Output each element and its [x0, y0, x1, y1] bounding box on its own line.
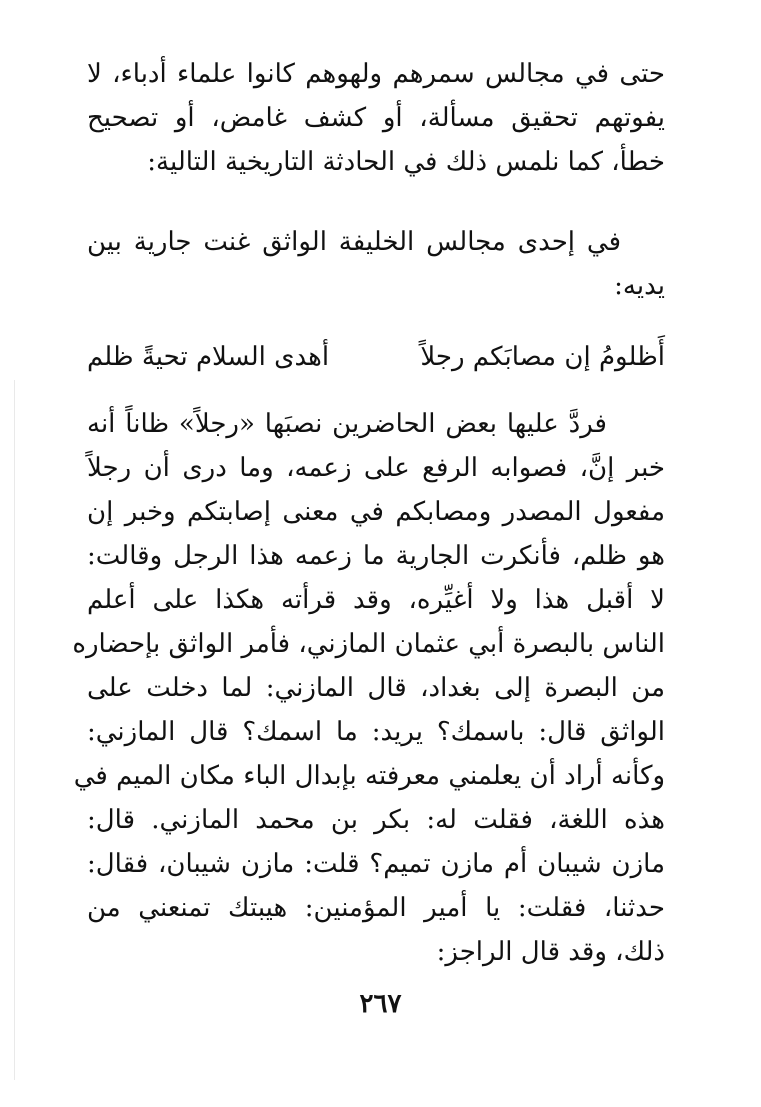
- text-line: لا أقبل هذا ولا أغيِّره، وقد قرأته هكذا على أعلم: [87, 585, 665, 615]
- text-line: يديه:: [614, 271, 665, 301]
- verse-first-hemistich: أَظلومُ إن مصابَكم رجلاً: [420, 342, 665, 372]
- text-line: يفوتهم تحقيق مسألة، أو كشف غامض، أو تصحيح: [87, 103, 665, 133]
- text-line: ذلك، وقد قال الراجز:: [436, 937, 665, 967]
- paragraph-2: [87, 220, 665, 308]
- text-line: هو ظلم، فأنكرت الجارية ما زعمه هذا الرجل وقالت:: [87, 541, 665, 571]
- paragraph-3: [72, 402, 665, 974]
- text-line: وكأنه أراد أن يعلمني معرفته بإبدال الباء مكان الميم في: [73, 761, 665, 791]
- text-line: مازن شيبان أم مازن تميم؟ قلت: مازن شيبان، فقال:: [87, 849, 665, 879]
- text-line: مفعول المصدر ومصابكم في معنى إصابتكم وخبر إن: [87, 497, 665, 527]
- text-line: هذه اللغة، فقلت له: بكر بن محمد المازني. قال:: [87, 805, 665, 835]
- text-line: الناس بالبصرة أبي عثمان المازني، فأمر الواثق بإحضاره: [72, 629, 665, 659]
- text-line: الواثق قال: باسمك؟ يريد: ما اسمك؟ قال المازني:: [87, 717, 665, 747]
- scan-edge-line: [14, 380, 15, 1080]
- poetry-verse: [87, 335, 665, 379]
- text-line: حتى في مجالس سمرهم ولهوهم كانوا علماء أدباء، لا: [87, 59, 665, 89]
- text-line: في إحدى مجالس الخليفة الواثق غنت جارية بين: [87, 227, 621, 257]
- page-number: ٢٦٧: [359, 989, 402, 1019]
- text-line: من البصرة إلى بغداد، قال المازني: لما دخلت على: [87, 673, 665, 703]
- verse-second-hemistich: أهدى السلام تحيةً ظلم: [87, 342, 330, 372]
- text-line: فردَّ عليها بعض الحاضرين نصبَها «رجلاً» ظاناً أنه: [87, 409, 607, 439]
- text-line: خطأ، كما نلمس ذلك في الحادثة التاريخية التالية:: [147, 147, 665, 177]
- text-line: خبر إنَّ، فصوابه الرفع على زعمه، وما درى أن رجلاً: [87, 453, 665, 483]
- text-line: حدثنا، فقلت: يا أمير المؤمنين: هيبتك تمنعني من: [87, 893, 665, 923]
- paragraph-1: [87, 52, 665, 184]
